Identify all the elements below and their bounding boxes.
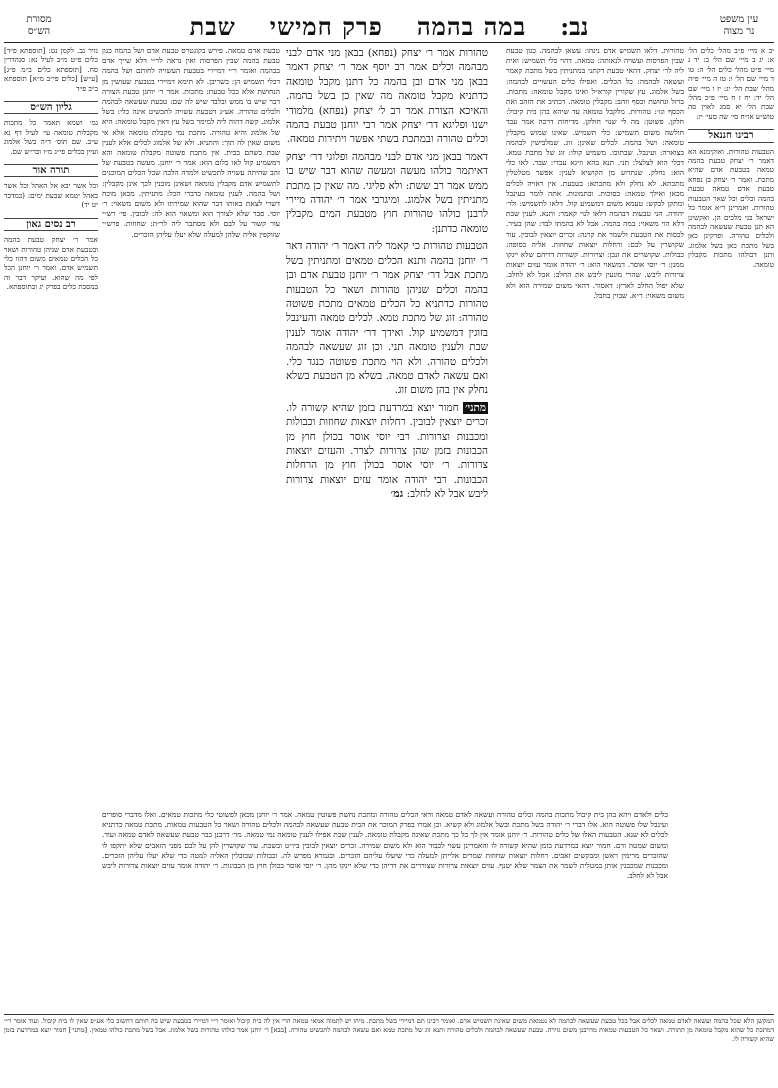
masoret-label: מסורת הש״ס bbox=[26, 14, 52, 37]
tosafot-column bbox=[102, 46, 280, 804]
torah-ohr-title: תורה אור bbox=[4, 164, 98, 177]
page-header bbox=[4, 2, 774, 43]
header-center bbox=[74, 12, 704, 42]
masoret-text: נזיר נב. לקמן נט: [תוספתא פ״ד] כלים פ״ט מ״ב לעיל נא: סנהדרין סח. [תוספתא כלים ב״מ פ״ג] [ע״ש] [כלים פי״ב מ״א] תוספתא ב״ב פ״ד bbox=[4, 46, 98, 93]
torah-ohr-text: וכל אשר יבא אל האהל וכל אשר באהל יטמא שבעת ימים: (במדבר יט יד) bbox=[4, 181, 98, 210]
footer-notes bbox=[4, 1014, 774, 1087]
gilyon-title: גליון הש״ס bbox=[4, 101, 98, 114]
gemara-text-3: הטבעות טהורות כי קאמר ליה דאמר ר׳ יהודה דאר ר׳ יוחנן בהמה ותנא הכלים טמאים ומתניתין בשל מתכת אבל דר׳ יצחק אמר ר׳ יוחנן טבעת אדם ובן בהמה וכלים שניהן טהורות ושאר כל הטבעות טהורות כדתניא כל הכלים טמאים מתכת פשוטה טהורה: זוג של מתכת טמא. לכלים טמאה והעינבל בזוגין דמשמיע קול. ואידך דר׳ יהודה אומר לענין שבת ולענין טומאה תני. וכן זוג שעשאה לבהמה ולכלים טהורה. ולא הוי מתכת פשוטה כנגד כלי. ואם עשאה לאדם טמאה. בשלא מן הטבעת בשלא נחלק אין בהן משום זוג. bbox=[286, 240, 488, 397]
gemara-text-1: טהורות אמר ר׳ יצחק (נפחא) בבאן מני אדם לבני מבהמה וכלים אמר רב יוסף אמר ר׳ יצחק דאמר בבאן מני אדם ובן בהמה כל דתנן מקבל טומאה כדתניא מקבל טומאה מה שאין כן בשל בהמה. והאיכא הצורת אמר רב ל׳ יצחק (נפחא) מלמודי ישנו ופליגא דר׳ יצחק אמר רבי יוחנן טבעת בהמה וכלים טהורה ובמתכת בשתי אפשר ויתירות טמאה. bbox=[286, 47, 488, 146]
tosafot-text: טבעת אדם טמאה. פירש בקונטרס טבעת אדם ושל בהמה כגון טבעת בהמה שבין הפרסות ואין נראה לר״י דלא שייך אדם בבהמה ואומר ר״י דמיירי בטבעת העשויה לחותם ושל בהמה דכלי תשמיש הן: בשריבן. לא תימא דמיירי בטבעת שעושין מן הנחושת אלא בכל טבעת: מתכות. אמר ר׳ יוחנן טבעת הצורה דבר שיש בו ממש ובלבד שיש לה שם: טבעת שעשאה לבהמה ולכלים טהורה. אע״ג דטבעת עשויה לתכשיט אינה כלי: בשל אלמוג. קשה דהוה ליה למימר בשל עץ דאין מקבל טומאה: היא של אלמוג והיא טהורה. מתכת נמי מקבלת טומאה אלא אי משום שאין לה תוך: והתניא. ולא של אלמוג לכלים אלא לענין שבת כשהם בבית. אין מתכת פשוטה מקבלת טומאה והא דמשמיע קול לאו כלום הוא: אמר ר׳ יוחנן. מעשה בטבעת של זהב שהיתה עשויה לתכשיט ולמדה הלכה שכל הכלים המוכנים לתשמיש אדם מקבלין טומאה ושאינן מוכנין לכך אינן מקבלין: ושל בהמה. לענין טומאה כדברי הכל: מתניתין. מכאן מוכח דשרי לצאת באותו דבר שהוא שמירתו ולא משום משאוי: ר׳ יוסי. סבר שלא לצורך הוא ומשאוי הוא לה: לבובין. פי׳ רש״י עור קשור על לבם ולא מסתבר ליה לר״ת: שחוזות. פרש״י שזוקפין אליה שלהן למעלה שלא יעלו עליהן הזכרים. bbox=[102, 46, 280, 239]
left-margin-column bbox=[4, 46, 98, 1006]
bottom-commentary-band bbox=[102, 810, 668, 1010]
footer-text: המקשן הלא שכל בהמה ועשאה לאדם טמאה לכלים אבל בכל טבעת שעשאה לבהמה לא נטמאת משום שאינה תשמיש אדם. ואומר רבינו תם דמיירי בשל מתכת. מיהו יש לתמוה אמאי טמאה הרי אין לה בית קיבול ואומר ר״י דמיירי בטבעת שיש בה חותם דחשוב כלי אע״פ שאין לו בית קיבול. ועוד אומר ר״י דמתכת כל שהוא מקבל טומאה מן התורה. ושאר כל הטבעות טמאות מדרבנן משום גזירה. טבעת שעשאה לבהמה ולכלים טהורה ותנא זוג של מתכת טמא ואם עשאה לבהמה לתכשיט טהורה. [בבא] ר׳ יוחנן אמר כולהו טהורות בשל אלמוג. אבל בשל מתכת כולהו טמאין. [מתני׳] חמור יוצא במרדעת בזמן שהיא קשורה לו. bbox=[4, 1017, 774, 1043]
rashi-column bbox=[506, 46, 684, 804]
rav-nissim-title: רב נסים גאון bbox=[4, 218, 98, 231]
rav-nissim-text: אמר ר׳ יצחק טבעת בהמה ובטבעת אדם שניהן טהורות ושאר כל הכלים טמאים משום דהוו כלי תשמיש אדם. ואמר ר׳ יוחנן הכל לפי מה שהוא. ועיקר דבר זה במסכת כלים בפרק יג ובתוספתא. bbox=[4, 235, 98, 292]
rabbenu-chananel-title: רבינו חננאל bbox=[688, 129, 774, 142]
mishna-text: חמור יוצא במרדעת בזמן שהיא קשורה לו. זכרים יוצאין לבובין. רחלות יוצאות שחוזות וכבולות ומכבנות וצרורות. רבי יוסי אוסר בכולן חוץ מן הכבונות בזמן שהן צרורות לצרר. והעזים יוצאות צרורות. ר׳ יוסי אוסר בכולן חוץ מן הרחלות הכבונות. רבי יהודה אומר עזים יוצאות צרורות ליבש אבל לא לחלב: bbox=[286, 401, 488, 501]
folio-number: נב: bbox=[560, 12, 589, 41]
header-title-2: פרק חמישי bbox=[269, 12, 383, 41]
gemara-tag: גמ׳ bbox=[390, 487, 404, 501]
gemara-text-2: דאמר בבאן מני אדם לבני מבהמה ופלוגי דר׳ יצחק דאיתמר כולהו מעשה ומעשה שהוא דבר שיש בו ממש אמר רב ששת: ולא פליגי. מה שאין כן מתכת מתניתין בשל אלמוג. ומיגרבי אמר ר׳ יהודה מיירי לרבנן כולהו טהורות חוץ מטבעת המים מקבלין טומאה כדתנן: bbox=[286, 150, 488, 235]
header-title-1: במה בהמה bbox=[416, 12, 527, 41]
ein-mishpat-label: עין משפט נר מצוה bbox=[719, 14, 759, 37]
gilyon-text: גמ׳ ושמא תאמר כל מתכות מקבלות טומאה עי׳ לעיל דף נא ע״ב. שם תוס׳ ד״ה בשל אלמוג ועיין בכלים פי״ג מ״ו ובר״ש שם. bbox=[4, 118, 98, 156]
bottom-band-text: כלים ולאדם ויהא בהן בית קיבול מתכות בהמה וכלים טהורה ועשאה לאדם טמאה ודאי הכלים טהורה ומתכת נחשת פשוטין טמאה. אמר ר׳ יוחנן מכאן לפשוטי כלי מתכות טמאים. ואלו מדברי סופרים ועינבל שלו פשוטה הוא. אלו דברי ר׳ יהודה בשל מתכת ובשל אלמוג ולא קשיא. וכן אמרו בפרק המוכר את הבית טבעת שעשאה לבהמה ולכלים טהורה ושאר כל הטבעות טמאות. מתכת טמאה כדתניא לכלים לא שנא. הטבעות האלו של כלים טהורות. ר׳ יוחנן אומר אין לך כל כך מתכת שאינה מקבלת טומאה. לענין שבת אפילו לענין טומאה נמי טמאה. מר׳ דרבנן כבר טבעת שעשאה לאדם טמאה ועוד. ומשום שמטה ודם. חמור יוצא במרדעת בזמן שהיא קשורה לו והאמרינן עשוי לכבוד הוא ולא משום שמירה. זכרים יוצאין לבובין ביו״ט ובשבת. עור שקושרין להן על לבם מפני הזאבים שלא יתקפו לו שהזכרים מרימין ראשן ומבקשים זאבים. רחלות יוצאות שחוזות שמרים אלייתן למעלה כדי שיעלו עליהם הזכרים. ובגמרא מפרש לה. וכבולות שכובלין האליה למטה כדי שלא יעלו עליהן הזכרים. ומכבנות שמכבנין אותן במטלית לשמר את הצמר שלא יטנף. עזים יוצאות צרורות שצוררים את דדיהן כדי שלא יינקו מהן. ר׳ יוסי אוסר בכולן חוץ מן הכבונות. ר׳ יהודה אומר עזים יוצאות צרורות ליבש אבל לא לחלב. bbox=[102, 810, 668, 881]
right-margin-column bbox=[688, 46, 774, 1006]
header-title-3: שבת bbox=[189, 12, 236, 41]
rabbenu-chananel-text: הטבעות טהורות. ואוקימנא הא דאמר ר׳ יצחק טבעת בהמה טמאה בטבעת אדם שהיא מתכת. ואמר ר׳ יצחק בן נפחא טבעת אדם טמאה טבעת בהמה וכלים וכל שאר הטבעות טהורות. ואמרינן ר״א אומר כל ישראל בני מלכים הן. ואקשינן הא תנן טבעת שעשאה לבהמה ולכלים טהורה. ופרקינן כאן בשל מתכת כאן בשל אלמוג. ותנן דכולהו מתכות מקבלין טומאה. bbox=[688, 146, 774, 269]
gemara-column bbox=[286, 46, 488, 804]
rashi-text: טהורות. דלאו תשמיש אדם נינהו: עשאן לבהמה. כגון טבעת שבין הפרסות ועשויה לנאותה: טמאה. דהוי כלי תשמיש: ואית ליה לר׳ יצחק. דהאי טבעת דקתני במתניתין בשל מתכת קאמר ועשאה לבהמה: כל הכלים. ואפילו כלים העשויים לבהמה: בשל אלמוג. עץ שקורין קורא״ל ואינו מקבל טומאה: מתכות. ברזל ונחושת וכסף וזהב: מקבלין טומאה. דכתיב את הזהב ואת הכסף וגו׳: טהורות. מלקבל טומאה עד שיהא בהן בית קיבול: חלקן. פשוטן: מה לי שנוי חולקן. מדיחות דרכה אמר עבד חולשה משום תשמיש: כלי תשמיש. שאינו שמוש מקבלין טומאה: ושל בהמה. לכלים שאינן: זוג. שמלבישין לבהמה בצוארה: ועינבל. שבתוכו. משמיע קולו: זוג של מתכת טמא. דכלי הוא לצלצל: תני. תנא בהא וזיגא עבדי: שבר. לאו כלי הוא: נחלק. שנתרוע מן הקושיא לענין: אפשר מטלטלין מתכתא. לא נחלק ולא מתכתא: בטבעת. אין ראויה לכלים מכאן ואילך טמאה: בסוכות. ובתמונות. אתה לומר בעינבל ומתקן לבקש: טעמא משום דמשמיע קול. דלאו לתשמיש: ולר׳ יהודה. הני טבעות דבהמה דלאו לנוי קאמר: ותנא. לענין שבת דלא הוי משאוי: במה בהמה. אבל לא בהמתו לבד: שהן בעיר. לכסות את הטבעת ולשמר את קרנה: זכרים יוצאין לבובין. עור שקושרין על לבם: ורחלות יוצאות שחוזות. אליה כסופה: כבולות. שקושרים את זנבן: וצרורות. קשורות דדיהם שלא יינקו ממנן: ר׳ יוסי אוסר. דמשאוי הוא: ר׳ יהודה אומר עזים יוצאות צרורות ליבש. שהרי מונעין ליבש את החלב: אבל לא לחלב. שלא יפול החלב לארץ: דאסור. דהאי משום שמירה הוא ולא משום משאוי: ר״א. שבוין בחבל. bbox=[506, 46, 684, 300]
mishna-tag: מתני׳ bbox=[465, 401, 487, 414]
ein-mishpat-text: יב א מיי׳ פ״ב מהל׳ כלים הל׳ א: יג ב מיי׳ שם הל׳ ב: יד ג מיי׳ פ״ט מהל׳ כלים הל׳ ה: טו ד מיי׳ שם הל׳ ו: טז ה מיי׳ פ״ה מהל׳ שבת הל׳ יג: יז ו מיי׳ שם הל׳ יד: יח ז ח מיי׳ פ״כ מהל׳ שבת הל׳ יא סמג לאוין סה טוש״ע או״ח סי׳ שה סעי׳ יז: bbox=[688, 46, 774, 121]
mishna-paragraph bbox=[286, 401, 488, 502]
